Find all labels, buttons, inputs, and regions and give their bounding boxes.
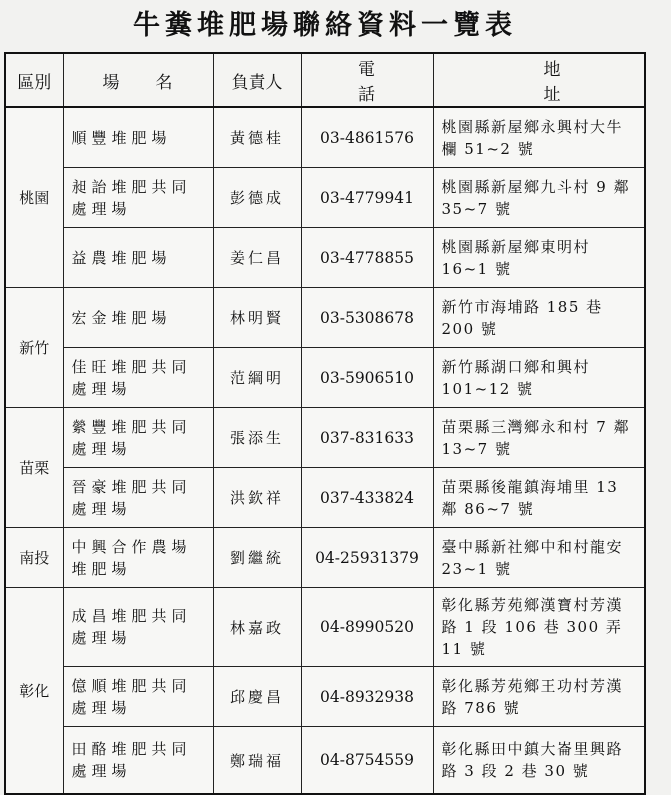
table-row — [5, 168, 645, 228]
owner-name: 林明賢 — [213, 288, 301, 348]
region-cell-hsinchu: 新竹 — [5, 288, 63, 408]
owner-name: 邱慶昌 — [213, 667, 301, 727]
owner-name: 洪欽祥 — [213, 468, 301, 528]
site-name: 順豐堆肥場 — [63, 107, 213, 168]
table-row — [5, 348, 645, 408]
owner-name: 林嘉政 — [213, 588, 301, 667]
address: 桃園縣新屋鄉九斗村 9 鄰 35~7 號 — [433, 168, 645, 228]
site-name: 益農堆肥場 — [63, 228, 213, 288]
header-region: 區別 — [5, 53, 63, 107]
phone-number: 04-8932938 — [301, 667, 433, 727]
owner-name: 鄭瑞福 — [213, 727, 301, 795]
phone-number: 03-4779941 — [301, 168, 433, 228]
region-cell-changhua: 彰化 — [5, 588, 63, 795]
address: 苗栗縣三灣鄉永和村 7 鄰 13~7 號 — [433, 408, 645, 468]
address: 苗栗縣後龍鎮海埔里 13 鄰 86~7 號 — [433, 468, 645, 528]
table-row — [5, 528, 645, 588]
site-name: 昶詒堆肥共同處理場 — [63, 168, 213, 228]
site-name: 縈豐堆肥共同處理場 — [63, 408, 213, 468]
address: 桃園縣新屋鄉東明村 16~1 號 — [433, 228, 645, 288]
region-cell-miaoli: 苗栗 — [5, 408, 63, 528]
phone-number: 03-4778855 — [301, 228, 433, 288]
table-row — [5, 228, 645, 288]
table-row — [5, 288, 645, 348]
owner-name: 范綱明 — [213, 348, 301, 408]
site-name: 億順堆肥共同處理場 — [63, 667, 213, 727]
site-name: 佳旺堆肥共同處理場 — [63, 348, 213, 408]
header-address: 地址 — [433, 53, 645, 107]
table-row — [5, 588, 645, 667]
header-site: 場名 — [63, 53, 213, 107]
owner-name: 彭德成 — [213, 168, 301, 228]
address: 桃園縣新屋鄉永興村大牛欄 51~2 號 — [433, 107, 645, 168]
table-row — [5, 667, 645, 727]
phone-number: 04-8990520 — [301, 588, 433, 667]
phone-number: 037-433824 — [301, 468, 433, 528]
owner-name: 黃德桂 — [213, 107, 301, 168]
page-title: 牛糞堆肥場聯絡資料一覽表 — [133, 10, 517, 41]
owner-name: 劉繼統 — [213, 528, 301, 588]
table-row — [5, 408, 645, 468]
owner-name: 姜仁昌 — [213, 228, 301, 288]
address: 新竹縣湖口鄉和興村 101~12 號 — [433, 348, 645, 408]
site-name: 宏金堆肥場 — [63, 288, 213, 348]
site-name: 晉豪堆肥共同處理場 — [63, 468, 213, 528]
phone-number: 03-4861576 — [301, 107, 433, 168]
table-row — [5, 727, 645, 795]
phone-number: 037-831633 — [301, 408, 433, 468]
address: 彰化縣芳苑鄉王功村芳漢路 786 號 — [433, 667, 645, 727]
phone-number: 04-25931379 — [301, 528, 433, 588]
phone-number: 03-5308678 — [301, 288, 433, 348]
header-row — [5, 53, 645, 107]
table-row — [5, 107, 645, 168]
site-name: 中興合作農場堆肥場 — [63, 528, 213, 588]
address: 新竹市海埔路 185 巷 200 號 — [433, 288, 645, 348]
address: 彰化縣田中鎮大崙里興路路 3 段 2 巷 30 號 — [433, 727, 645, 795]
owner-name: 張添生 — [213, 408, 301, 468]
site-name: 成昌堆肥共同處理場 — [63, 588, 213, 667]
region-cell-taoyuan: 桃園 — [5, 107, 63, 288]
address: 臺中縣新社鄉中和村龍安 23~1 號 — [433, 528, 645, 588]
region-cell-nantou: 南投 — [5, 528, 63, 588]
address: 彰化縣芳苑鄉漢寶村芳漢路 1 段 106 巷 300 弄 11 號 — [433, 588, 645, 667]
compost-farm-table — [4, 52, 671, 795]
site-name: 田酪堆肥共同處理場 — [63, 727, 213, 795]
phone-number: 03-5906510 — [301, 348, 433, 408]
header-owner: 負責人 — [213, 53, 301, 107]
table-row — [5, 468, 645, 528]
header-phone: 電話 — [301, 53, 433, 107]
phone-number: 04-8754559 — [301, 727, 433, 795]
